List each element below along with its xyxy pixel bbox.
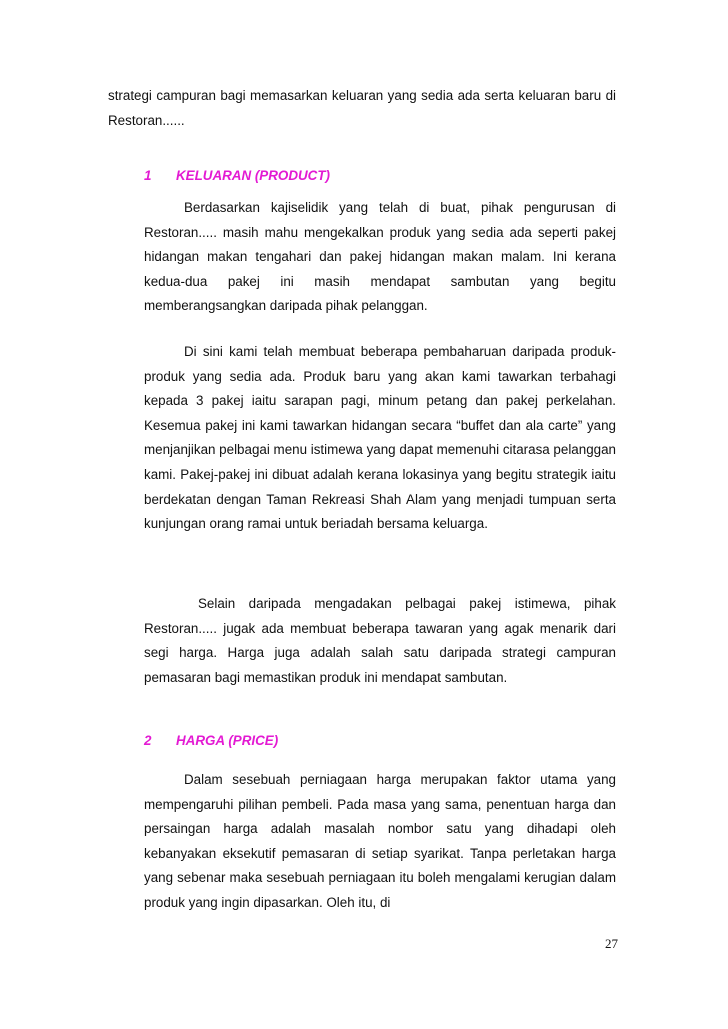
section-number: 2	[144, 733, 152, 748]
body-paragraph: Selain daripada mengadakan pelbagai pakej istimewa, pihak Restoran..... jugak ada membuat beberapa tawaran yang agak menarik dari segi harga. Harga juga adalah salah satu daripada strategi campuran pemasaran bagi memastikan produk ini mendapat sambutan.	[144, 596, 616, 685]
page-number: 27	[605, 936, 618, 951]
section-title: HARGA (PRICE)	[176, 733, 279, 748]
body-paragraph: Berdasarkan kajiselidik yang telah di buat, pihak pengurusan di Restoran..... masih mahu mengekalkan produk yang sedia ada seperti pakej hidangan makan tengahari dan pakej hidangan makan malam. Ini kerana kedua-dua pakej ini masih mendapat sambutan yang begitu memberangsangkan daripada pihak pelanggan.	[144, 200, 616, 314]
intro-paragraph: strategi campuran bagi memasarkan keluaran yang sedia ada serta keluaran baru di Restoran......	[108, 88, 616, 128]
body-paragraph: Dalam sesebuah perniagaan harga merupakan faktor utama yang mempengaruhi pilihan pembeli. Pada masa yang sama, penentuan harga dan persaingan harga adalah masalah nombor satu yang dihadapi oleh kebanyakan eksekutif pemasaran di setiap syarikat. Tanpa perletakan harga yang sebenar maka sesebuah perniagaan itu boleh mengalami kerugian dalam produk yang ingin dipasarkan. Oleh itu, di	[144, 772, 616, 910]
section-number: 1	[144, 168, 152, 183]
section-title: KELUARAN (PRODUCT)	[176, 168, 330, 183]
body-paragraph: Di sini kami telah membuat beberapa pembaharuan daripada produk- produk yang sedia ada. Produk baru yang akan kami tawarkan terbahagi kepada 3 pakej iaitu sarapan pagi, minum petang dan pakej perkelahan. Kesemua pakej ini kami tawarkan hidangan secara “buffet dan ala carte” yang menjanjikan pelbagai menu istimewa yang dapat memenuhi citarasa pelanggan kami. Pakej-pakej ini dibuat adalah kerana lokasinya yang begitu strategik iaitu berdekatan dengan Taman Rekreasi Shah Alam yang menjadi tumpuan serta kunjungan orang ramai untuk beriadah bersama keluarga.	[144, 344, 616, 532]
section-heading-product	[144, 166, 330, 186]
section-heading-price	[144, 731, 278, 751]
